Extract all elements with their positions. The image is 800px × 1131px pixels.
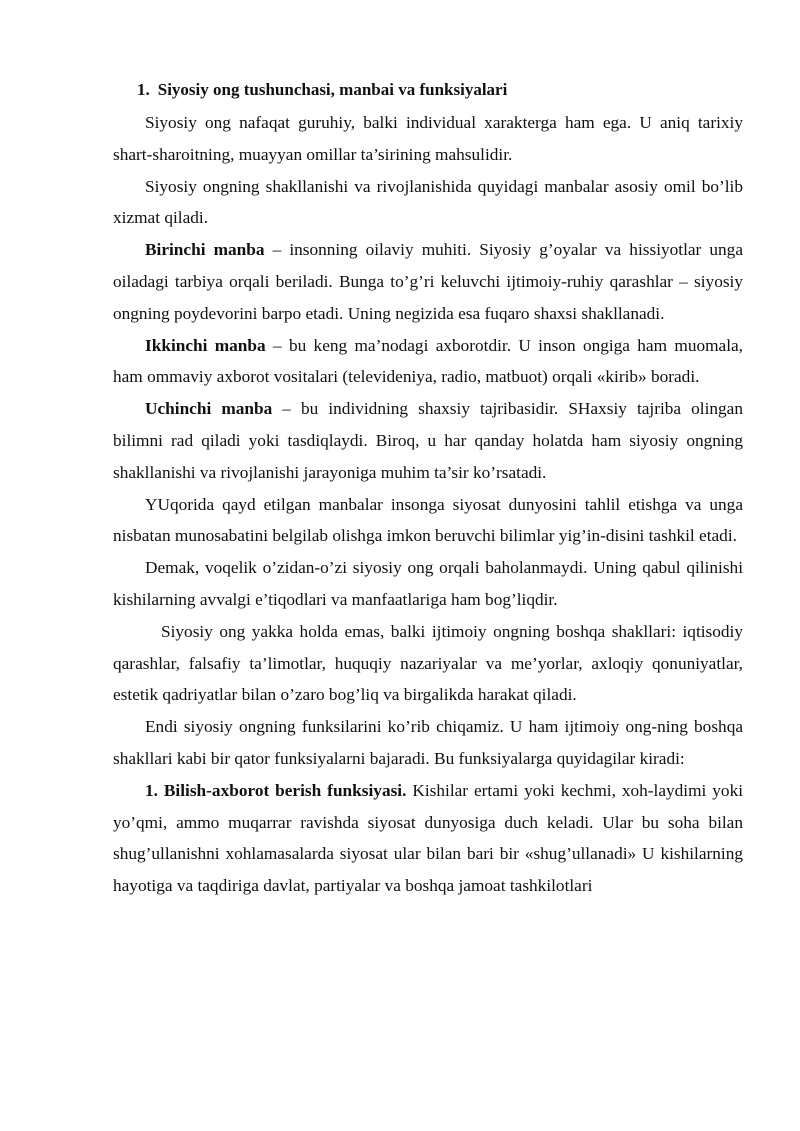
paragraph-9 bbox=[113, 711, 743, 775]
paragraph-text: – bu individning shaxsiy tajribasidir. SHaxsiy tajriba olingan bilimni rad qiladi yoki tasdiqlaydi. Biroq, u har qanday holatda ham siyosiy ongning shakllanishi va rivojlanishi jarayoniga muhim ta’sir ko’rsatadi. bbox=[113, 399, 743, 482]
paragraph-lead: 1. Bilish-axborot berish funksiyasi. bbox=[145, 780, 407, 800]
paragraph-text: Demak, voqelik o’zidan-o’zi siyosiy ong orqali baholanmaydi. Uning qabul qilinishi kishilarning avvalgi e’tiqodlari va manfaatlariga ham bog’liqdir. bbox=[113, 558, 743, 609]
section-title: Siyosiy ong tushunchasi, manbai va funksiyalari bbox=[157, 80, 508, 99]
paragraph-text: Kishilar ertami yoki kechmi, xoh-laydimi yoki yo’qmi, ammo muqarrar ravishda siyosat dunyosiga duch keladi. Ular bu soha bilan shug’ullanishni xohlamasalarda siyosat ular bilan bari bir «shug’ullanadi» U kishilarning hayotiga va taqdiriga davlat, partiyalar va boshqa jamoat tashkilotlari bbox=[113, 780, 744, 896]
section-number: 1. bbox=[137, 80, 150, 99]
paragraph-function-1 bbox=[113, 775, 743, 902]
paragraph-text: YUqorida qayd etilgan manbalar insonga siyosat dunyosini tahlil etishga va unga nisbatan munosabatini belgilab olishga imkon beruvchi bilimlar yig’in-disini tashkil etadi. bbox=[113, 494, 743, 546]
paragraph-text: – insonning oilaviy muhiti. Siyosiy g’oyalar va hissiyotlar unga oiladagi tarbiya orqali beriladi. Bunga to’g’ri keluvchi ijtimoiy-ruhiy qarashlar – siyosiy ongning poydevorini barpo etadi. Uning negizida esa fuqaro shaxsi shakllanadi. bbox=[113, 240, 743, 323]
paragraph-lead: Uchinchi manba bbox=[145, 399, 273, 419]
paragraph-text: Siyosiy ong nafaqat guruhiy, balki individual xarakterga ham ega. U aniq tarixiy shart-sharoitning, muayyan omillar ta’sirining mahsulidir. bbox=[113, 113, 743, 164]
paragraph-2 bbox=[113, 171, 743, 235]
paragraph-first-source bbox=[113, 234, 743, 329]
paragraph-7 bbox=[113, 552, 743, 616]
paragraph-text: Siyosiy ong yakka holda emas, balki ijtimoiy ongning boshqa shakllari: iqtisodiy qarashlar, falsafiy ta’limotlar, huquqiy nazariyalar va me’yorlar, axloqiy qonuniyatlar, estetik qadriyatlar bilan o’zaro bog’liq va birgalikda harakat qiladi. bbox=[113, 621, 743, 705]
paragraph-second-source bbox=[113, 330, 743, 394]
paragraph-6 bbox=[113, 489, 743, 553]
paragraph-text: Siyosiy ongning shakllanishi va rivojlanishida quyidagi manbalar asosiy omil bo’lib xizmat qiladi. bbox=[113, 176, 743, 228]
paragraph-1 bbox=[113, 107, 743, 171]
paragraph-text: Endi siyosiy ongning funksilarini ko’rib chiqamiz. U ham ijtimoiy ong-ning boshqa shakllari kabi bir qator funksiyalarni bajaradi. Bu funksiyalarga quyidagilar kiradi: bbox=[113, 717, 743, 768]
paragraph-lead: Birinchi manba bbox=[145, 240, 265, 260]
section-heading bbox=[113, 76, 743, 103]
paragraph-text: – bu keng ma’nodagi axborotdir. U inson ongiga ham muomala, ham ommaviy axborot vositalari (televideniya, radio, matbuot) orqali «kirib» boradi. bbox=[113, 335, 743, 387]
paragraph-8 bbox=[113, 616, 743, 711]
document-page bbox=[113, 76, 743, 902]
paragraph-lead: Ikkinchi manba bbox=[145, 335, 266, 355]
paragraph-third-source bbox=[113, 393, 743, 488]
